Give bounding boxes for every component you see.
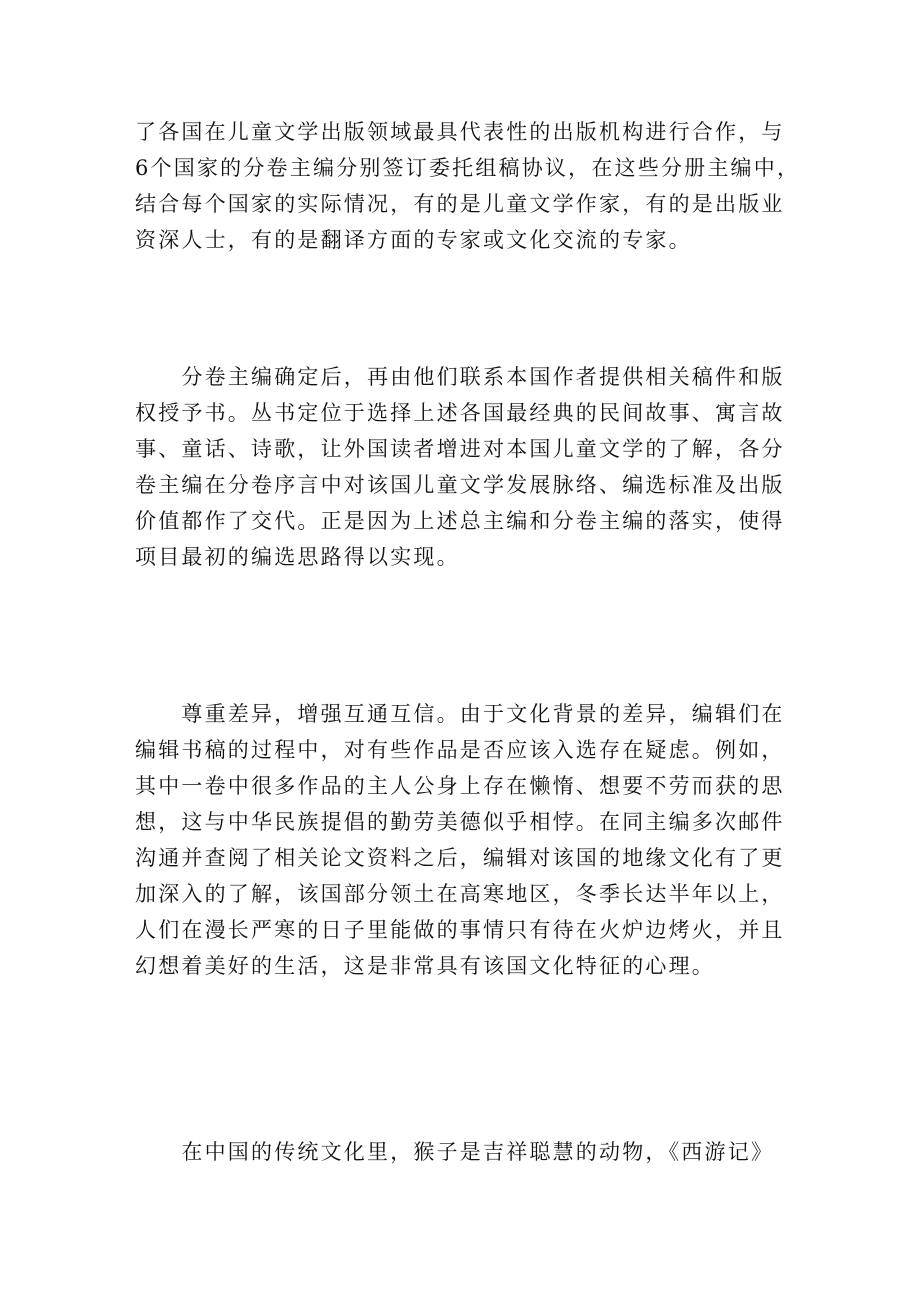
text-line: 幻想着美好的生活，这是非常具有该国文化特征的心理。 [135, 954, 715, 978]
text-line: 想，这与中华民族提倡的勤劳美德似乎相悖。在同主编多次邮件 [135, 810, 785, 834]
paragraph-4 [135, 1134, 815, 1170]
text-line: 卷主编在分卷序言中对该国儿童文学发展脉络、编选标准及出版 [135, 473, 785, 497]
text-line: 6个国家的分卷主编分别签订委托组稿协议，在这些分册主编中， [135, 156, 801, 180]
text-line: 了各国在儿童文学出版领域最具代表性的出版机构进行合作，与 [135, 120, 785, 144]
text-line: 权授予书。丛书定位于选择上述各国最经典的民间故事、寓言故 [135, 401, 785, 425]
text-line: 编辑书稿的过程中，对有些作品是否应该入选存在疑虑。例如， [135, 738, 785, 762]
paragraph-1 [135, 114, 815, 258]
text-line: 尊重差异，增强互通互信。由于文化背景的差异，编辑们在 [135, 702, 785, 726]
text-line: 人们在漫长严寒的日子里能做的事情只有待在火炉边烤火，并且 [135, 918, 785, 942]
text-line: 项目最初的编选思路得以实现。 [135, 545, 460, 569]
text-line: 其中一卷中很多作品的主人公身上存在懒惰、想要不劳而获的思 [135, 774, 785, 798]
text-line: 结合每个国家的实际情况，有的是儿童文学作家，有的是出版业 [135, 192, 785, 216]
paragraph-2 [135, 359, 815, 575]
text-line: 事、童话、诗歌，让外国读者增进对本国儿童文学的了解，各分 [135, 437, 785, 461]
text-line: 资深人士，有的是翻译方面的专家或文化交流的专家。 [135, 228, 692, 252]
text-line: 沟通并查阅了相关论文资料之后，编辑对该国的地缘文化有了更 [135, 846, 785, 870]
paragraph-3 [135, 696, 815, 984]
text-line: 分卷主编确定后，再由他们联系本国作者提供相关稿件和版 [135, 365, 785, 389]
text-line: 在中国的传统文化里，猴子是吉祥聪慧的动物，《西游记》 [135, 1140, 775, 1164]
text-line: 价值都作了交代。正是因为上述总主编和分卷主编的落实，使得 [135, 509, 785, 533]
text-line: 加深入的了解，该国部分领土在高寒地区，冬季长达半年以上， [135, 882, 785, 906]
